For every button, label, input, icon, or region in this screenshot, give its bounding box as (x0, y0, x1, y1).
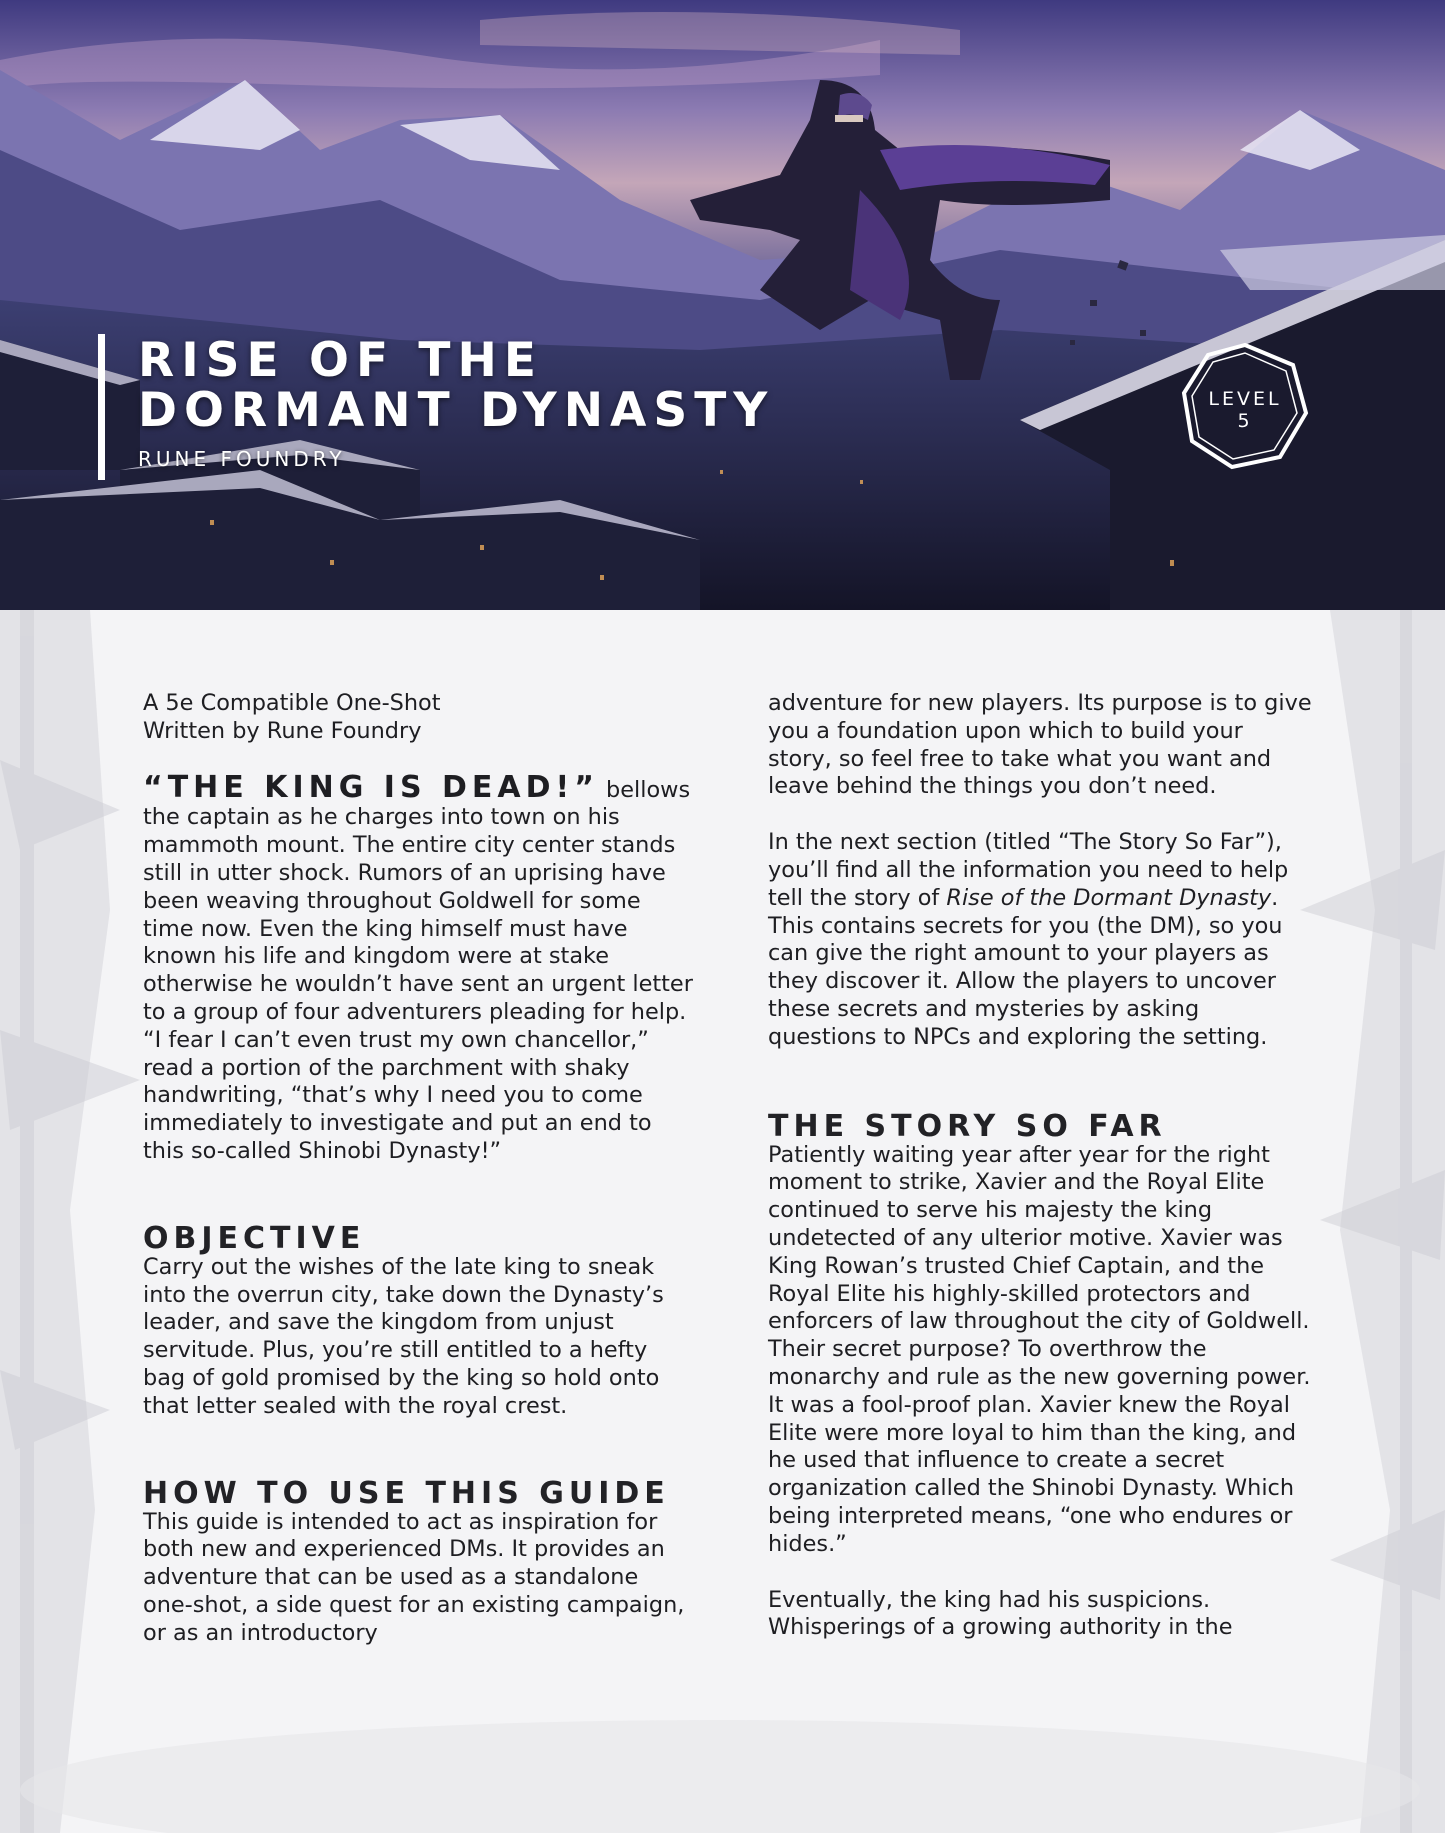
publisher-name: RUNE FOUNDRY (138, 447, 346, 471)
guide-p2-start: In the next section (titled “The Story So Far”), you’ll find all the information you need to help tell the story of (768, 829, 1289, 911)
objective-text: Carry out the wishes of the late king to sneak into the overrun city, take down the Dynasty’s leader, and save the kingdom from unjust servitude. Plus, you’re still entitled to a hefty bag of gold promised by the king so hold onto that letter sealed with the royal crest. (143, 1253, 664, 1419)
right-column (768, 690, 1313, 1642)
level-label: LEVEL (1208, 388, 1282, 410)
guide-text: This guide is intended to act as inspiration for both new and experienced DMs. It provides an adventure that can be used as a standalone one-shot, a side quest for an existing campaign, or as an introductory (143, 1508, 685, 1646)
ninja-rooftop-illustration (0, 0, 1445, 610)
left-column (143, 690, 693, 1648)
story-text-2: Eventually, the king had his suspicions. Whisperings of a growing authority in the (768, 1586, 1233, 1641)
intro-subtitle: A 5e Compatible One-Shot (143, 690, 441, 716)
guide-p2-end: . This contains secrets for you (the DM), so you can give the right amount to your players as they discover it. Allow the players to uncover these secrets and mysteries by asking questions to NPCs and exploring the setting. (768, 884, 1283, 1050)
lead-text: bellows the captain as he charges into town on his mammoth mount. The entire city center stands still in utter shock. Rumors of an uprising have been weaving throughout Goldwell for some time now. Even the king himself must have known his life and kingdom were at stake otherwise he wouldn’t have sent an urgent letter to a group of four adventurers pleading for help. “I fear I can’t even trust my own chancellor,” read a portion of the parchment with shaky handwriting, “that’s why I need you to come immediately to investigate and put an end to this so-called Shinobi Dynasty!” (143, 776, 693, 1164)
story-text: Patiently waiting year after year for the right moment to strike, Xavier and the Royal Elite continued to serve his majesty the king undetected of any ulterior motive. Xavier was King Rowan’s trusted Chief Captain, and the Royal Elite his highly-skilled protectors and enforcers of law throughout the city of Goldwell. Their secret purpose? To overthrow the monarchy and rule as the new governing power. It was a fool-proof plan. Xavier knew the Royal Elite were more loyal to him than the king, and he used that influence to create a secret organization called the Shinobi Dynasty. Which being interpreted means, “one who endures or hides.” (768, 1141, 1311, 1557)
story-heading: THE STORY SO FAR (768, 1108, 1167, 1144)
guide-p2-title: Rise of the Dormant Dynasty (946, 884, 1272, 911)
guide-text-continued: adventure for new players. Its purpose is to give you a foundation upon which to build your story, so feel free to take what you want and leave behind the things you don’t need. (768, 690, 1312, 800)
lead-paragraph (143, 769, 693, 1166)
title-line-2: DORMANT DYNASTY (138, 383, 775, 438)
level-badge-text (1180, 388, 1310, 432)
title-accent-bar (98, 334, 105, 480)
level-value: 5 (1237, 410, 1253, 432)
intro-author: Written by Rune Foundry (143, 717, 422, 744)
objective-heading: OBJECTIVE (143, 1220, 366, 1256)
document-title (138, 333, 775, 438)
title-line-1: RISE OF THE (138, 333, 543, 388)
guide-heading: HOW TO USE THIS GUIDE (143, 1475, 670, 1511)
lead-heading: “THE KING IS DEAD!” (143, 769, 599, 805)
guide-paragraph-2 (768, 829, 1313, 1051)
hero-banner (0, 0, 1445, 610)
